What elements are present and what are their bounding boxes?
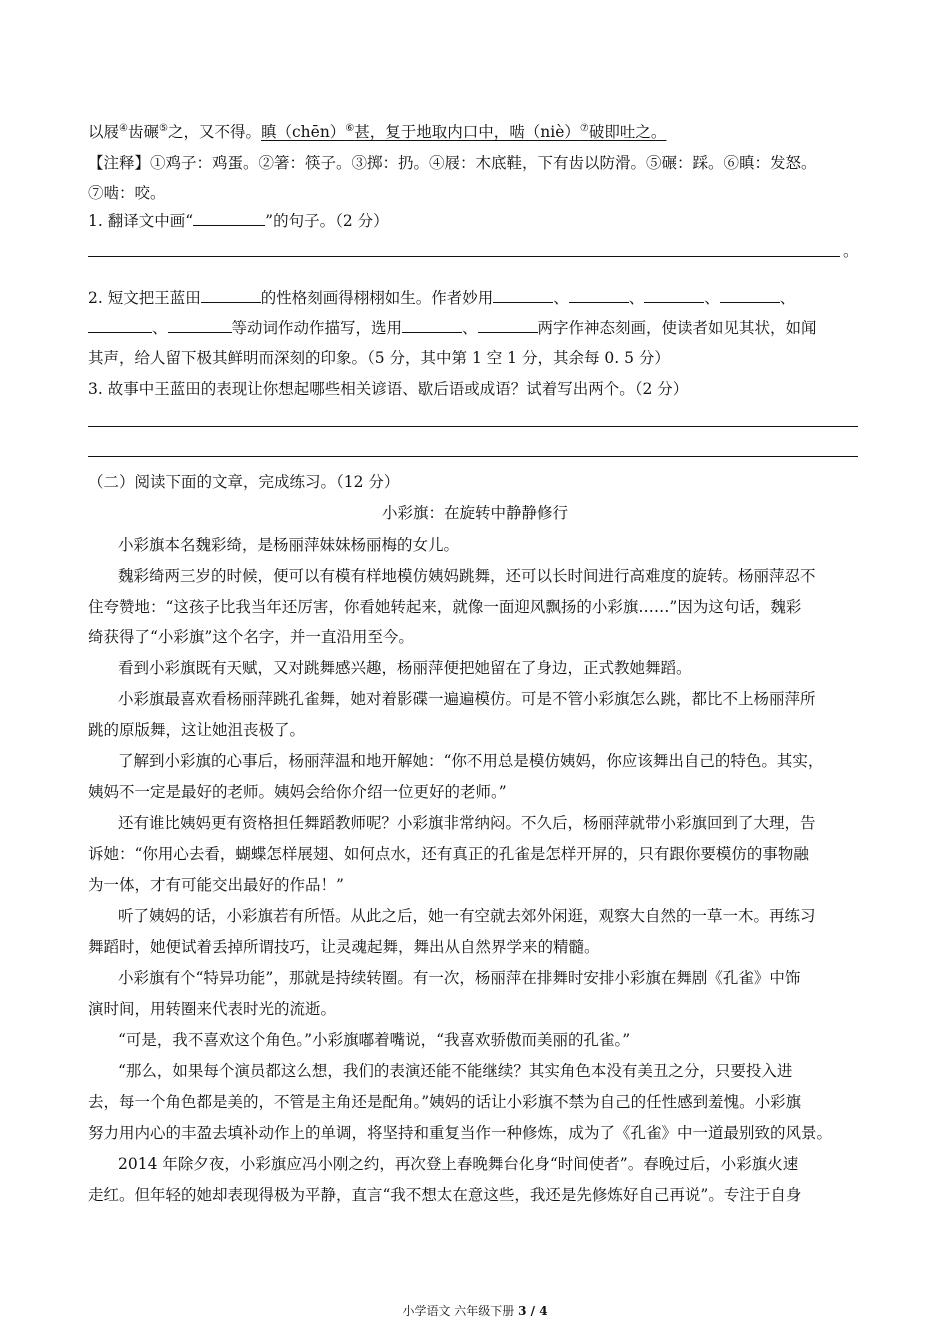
paragraph-line: 为一体，才有可能交出最好的作品！” — [88, 876, 344, 894]
underlined-text: 甚，复于地取内口中，啮（niè） — [354, 123, 580, 141]
answer-blank[interactable] — [478, 318, 538, 333]
separator: 、 — [152, 319, 168, 337]
answer-blank[interactable] — [720, 288, 780, 303]
underlined-text: 瞋（chēn） — [260, 123, 346, 141]
notes-line-2: ⑦啮：咬。 — [88, 184, 166, 202]
page-number: 3 / 4 — [518, 1304, 548, 1318]
paragraph-line: “那么，如果每个演员都这么想，我们的表演还能不能继续？其实角色本没有美丑之分，只要投入进 — [118, 1062, 793, 1080]
answer-line-end: 。 — [843, 242, 859, 260]
passage-text: 以屐 — [88, 123, 120, 141]
answer-blank[interactable] — [644, 288, 704, 303]
paragraph-line: 诉她：“你用心去看，蝴蝶怎样展翅、如何点水，还有真正的孔雀是怎样开屏的，只有跟你要模仿的事物融 — [88, 845, 809, 863]
question-2-line-3: 其声，给人留下极其鲜明而深刻的印象。（5 分，其中第 1 空 1 分，其余每 0. 5 分） — [88, 349, 670, 367]
question-text: 1. 翻译文中画“ — [88, 212, 194, 230]
section-heading: （二）阅读下面的文章，完成练习。（12 分） — [88, 473, 400, 491]
paragraph-line: 魏彩绮两三岁的时候，便可以有模有样地模仿姨妈跳舞，还可以长时间进行高难度的旋转。杨丽萍忍不 — [118, 567, 816, 585]
paragraph-line: 2014 年除夕夜，小彩旗应冯小刚之约，再次登上春晚舞台化身“时间使者”。春晚过后，小彩旗火速 — [118, 1155, 799, 1173]
underlined-text: 破即吐之。 — [588, 123, 667, 141]
paragraph-line: 小彩旗有个“特异功能”，那就是持续转圈。有一次，杨丽萍在排舞时安排小彩旗在舞剧《孔雀》中饰 — [118, 969, 801, 987]
paragraph-line: 跳的原版舞，这让她沮丧极了。 — [88, 721, 306, 739]
paragraph-line: 小彩旗最喜欢看杨丽萍跳孔雀舞，她对着影碟一遍遍模仿。可是不管小彩旗怎么跳，都比不上杨丽萍所 — [118, 690, 816, 708]
question-3: 3. 故事中王蓝田的表现让你想起哪些相关谚语、歇后语或成语？试着写出两个。（2 分） — [88, 380, 689, 398]
paragraph-line: 去，每一个角色都是美的，不管是主角还是配角。”姨妈的话让小彩旗不禁为自己的任性感到羞愧。小彩旗 — [88, 1093, 802, 1111]
paragraph-line: 听了姨妈的话，小彩旗若有所悟。从此之后，她一有空就去郊外闲逛，观察大自然的一草一木。再练习 — [118, 907, 816, 925]
underlined-sentence — [261, 123, 666, 141]
answer-blank[interactable] — [168, 318, 232, 333]
separator: 、 — [779, 289, 796, 307]
answer-line-q3-b[interactable] — [88, 456, 858, 457]
paragraph-line: “可是，我不喜欢这个角色。”小彩旗嘟着嘴说，“我喜欢骄傲而美丽的孔雀。” — [118, 1031, 631, 1049]
answer-blank[interactable] — [193, 211, 265, 226]
paragraph-line: 演时间，用转圈来代表时光的流逝。 — [88, 1000, 337, 1018]
question-text: ”的句子。（2 分） — [265, 212, 389, 230]
answer-line-q3-a[interactable] — [88, 426, 858, 427]
paragraph-line: 看到小彩旗既有天赋，又对跳舞感兴趣，杨丽萍便把她留在了身边，正式教她舞蹈。 — [118, 659, 692, 677]
answer-blank[interactable] — [201, 288, 261, 303]
paragraph-line: 努力用内心的丰盈去填补动作上的单调，将坚持和重复当作一种修炼，成为了《孔雀》中一道最别致的风景。 — [88, 1124, 833, 1142]
footnote-mark: ⑦ — [579, 122, 589, 134]
paragraph-line: 住夸赞地：“这孩子比我当年还厉害，你看她转起来，就像一面迎风飘扬的小彩旗……”因为这句话，魏彩 — [88, 598, 802, 616]
footnote-mark: ⑤ — [159, 122, 168, 134]
question-text: 的性格刻画得栩栩如生。作者妙用 — [260, 289, 494, 307]
question-2-line-1 — [88, 288, 795, 308]
question-2-line-2 — [88, 318, 817, 338]
footnote-mark: ⑥ — [345, 122, 355, 134]
question-text: 两字作神态刻画，使读者如见其状，如闻 — [537, 319, 817, 337]
paragraph-line: 走红。但年轻的她却表现得极为平静，直言“我不想太在意这些，我还是先修炼好自己再说”。专注于自身 — [88, 1186, 802, 1204]
answer-blank[interactable] — [402, 318, 462, 333]
paragraph-line: 还有谁比姨妈更有资格担任舞蹈教师呢？小彩旗非常纳闷。不久后，杨丽萍就带小彩旗回到了大理，告 — [118, 814, 816, 832]
answer-blank[interactable] — [493, 288, 553, 303]
paragraph-line: 了解到小彩旗的心事后，杨丽萍温和地开解她：“你不用总是模仿姨妈，你应该舞出自己的特色。其实， — [118, 752, 824, 770]
separator: 、 — [553, 289, 569, 307]
separator: 、 — [704, 289, 720, 307]
passage-text: 之，又不得。 — [167, 123, 261, 141]
passage-line — [88, 122, 666, 142]
passage-text: 齿碾 — [127, 123, 159, 141]
footer-label: 小学语文 六年级下册 — [402, 1304, 515, 1318]
question-text: 2. 短文把王蓝田 — [88, 289, 201, 307]
notes-line-1: 【注释】①鸡子：鸡蛋。②箸：筷子。③掷：扔。④屐：木底鞋，下有齿以防滑。⑤碾：踩。⑥瞋：发怒。 — [88, 154, 817, 172]
paragraph-line: 舞蹈时，她便试着丢掉所谓技巧，让灵魂起舞，舞出从自然界学来的精髓。 — [88, 938, 600, 956]
paragraph-line: 绮获得了“小彩旗”这个名字，并一直沿用至今。 — [88, 628, 414, 646]
question-1 — [88, 211, 389, 231]
answer-blank[interactable] — [569, 288, 629, 303]
answer-blank[interactable] — [88, 318, 152, 333]
paragraph-line: 小彩旗本名魏彩绮，是杨丽萍妹妹杨丽梅的女儿。 — [118, 536, 460, 554]
answer-line-q1[interactable] — [88, 256, 840, 257]
question-text: 等动词作动作描写，选用 — [231, 319, 403, 337]
paragraph-line: 姨妈不一定是最好的老师。姨妈会给你介绍一位更好的老师。” — [88, 783, 507, 801]
separator: 、 — [462, 319, 478, 337]
page-footer — [0, 1302, 950, 1319]
separator: 、 — [628, 289, 645, 307]
footnote-mark: ④ — [119, 122, 128, 134]
article-title: 小彩旗：在旋转中静静修行 — [381, 504, 568, 522]
